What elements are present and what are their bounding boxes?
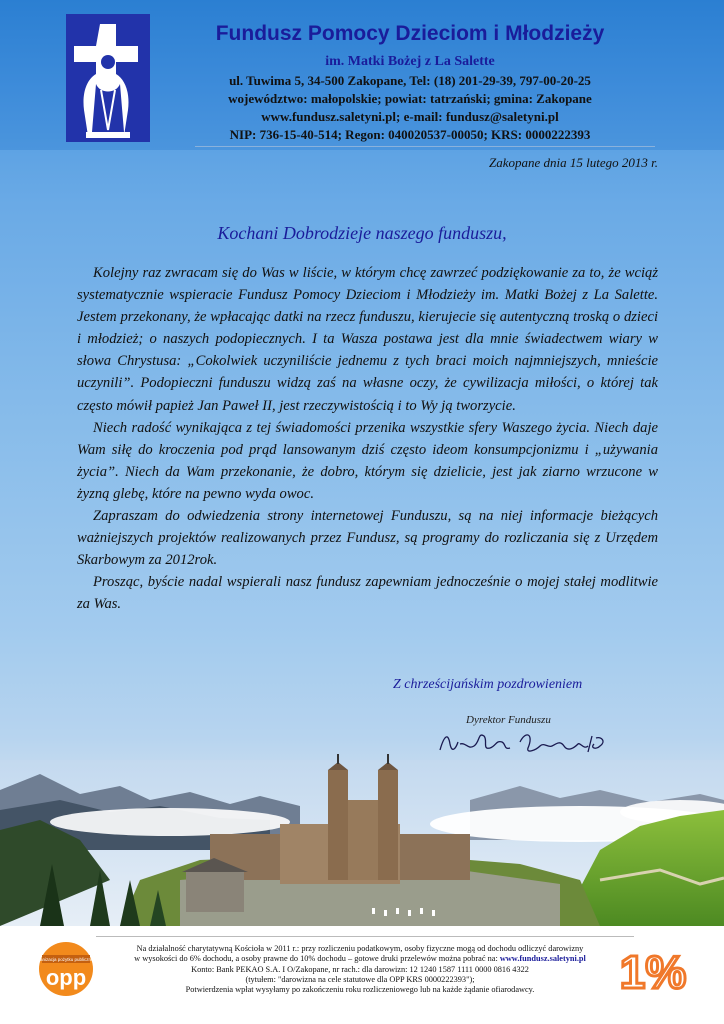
header-divider xyxy=(195,146,655,147)
sanctuary-landscape-photo xyxy=(0,760,724,926)
footer-divider xyxy=(96,936,634,937)
footer-line: Konto: Bank PEKAO S.A. I O/Zakopane, nr rach.: dla darowizn: 12 1240 1587 1111 0000 0816 4322 xyxy=(191,964,529,974)
region-line: województwo: małopolskie; powiat: tatrzański; gmina: Zakopane xyxy=(228,91,592,106)
closing-greeting: Z chrześcijańskim pozdrowieniem xyxy=(393,677,583,692)
registry-numbers-line: NIP: 736-15-40-514; Regon: 040020537-00050; KRS: 0000222393 xyxy=(229,127,591,142)
address-line: ul. Tuwima 5, 34-500 Zakopane, Tel: (18) 201-29-39, 797-00-20-25 xyxy=(229,73,591,88)
footer-line: Na działalność charytatywną Kościoła w 2011 r.: przy rozliczeniu podatkowym, osoby fizyczne mogą od dochodu odliczyć darowizny xyxy=(136,944,584,953)
svg-text:organizacja pożytku publiczneg: organizacja pożytku publicznego xyxy=(33,957,99,962)
contact-line: www.fundusz.saletyni.pl; e-mail: fundusz@saletyni.pl xyxy=(261,109,559,124)
footer-website-link[interactable]: www.fundusz.saletyni.pl xyxy=(499,954,586,964)
body-paragraph: Zapraszam do odwiedzenia strony internetowej Funduszu, są na niej informacje bieżących ważniejszych projektów realizowanych przez Fundusz, są programy do rozliczania się z Urzędem Skarbowym za 2012rok. xyxy=(77,508,658,569)
salutation: Kochani Dobrodzieje naszego funduszu, xyxy=(217,223,507,243)
organization-subtitle: im. Matki Bożej z La Salette xyxy=(325,54,495,69)
svg-text:opp: opp xyxy=(45,965,87,990)
opp-logo xyxy=(33,941,99,997)
body-paragraph: Niech radość wynikająca z tej świadomości przenika wszystkie sfery Waszego życia. Niech daje Wam siłę do kroczenia pod prąd lansowanym dziś często ideom konsumpcjonizmu i „używania życia”. Niech da Wam przekonanie, że dobro, którym się dzielicie, jest jak ziarno wrzucone w żyzną glebę, które na pewno wyda owoc. xyxy=(77,419,658,502)
one-percent-logo xyxy=(616,946,690,998)
letter-date: Zakopane dnia 15 lutego 2013 r. xyxy=(489,155,658,170)
footer-donation-info xyxy=(100,944,620,995)
letter-body xyxy=(77,262,658,616)
footer-line: Potwierdzenia wpłat wysyłamy po zakończeniu roku rozliczeniowego lub na każde żądanie ofiarodawcy. xyxy=(185,985,535,995)
footer-line-text: w wysokości do 6% dochodu, a osoby prawne do 10% dochodu – gotowe druki przelewów można pobrać na: xyxy=(134,954,500,964)
handwritten-signature xyxy=(436,728,616,758)
body-paragraph: Kolejny raz zwracam się do Was w liście, w którym chcę zawrzeć podziękowanie za to, że wciąż systematycznie wspieracie Fundusz Pomocy Dzieciom i Młodzieży im. Matki Bożej z La Salette. Jestem przekonany, że wpłacając datki na rzecz funduszu, kierujecie się autentyczną troską o dzieci i młodzież; o naszych podopiecznych. I ta Wasza postawa jest dla mnie świadectwem wiary w słowa Chrystusa: „Cokolwiek uczyniliście jednemu z tych braci moich najmniejszych, mnieście uczynili”. Podopieczni funduszu widzą zaś na własne oczy, że cywilizacja miłości, o której tak często mówił papież Jan Paweł II, jest rzeczywistością i to Wy ją tworzycie. xyxy=(77,265,658,414)
svg-text:1%: 1% xyxy=(619,946,687,998)
organization-title: Fundusz Pomocy Dzieciom i Młodzieży xyxy=(215,22,605,45)
footer-line: (tytułem: "darowizna na cele statutowe dla OPP KRS 0000222393"); xyxy=(245,974,475,984)
la-salette-cross-logo xyxy=(66,14,150,142)
director-role: Dyrektor Funduszu xyxy=(466,714,551,726)
footer-line xyxy=(100,954,620,964)
body-paragraph: Prosząc, byście nadal wspierali nasz fundusz zapewniam jednocześnie o mojej stałej modlitwie za Was. xyxy=(77,574,658,613)
